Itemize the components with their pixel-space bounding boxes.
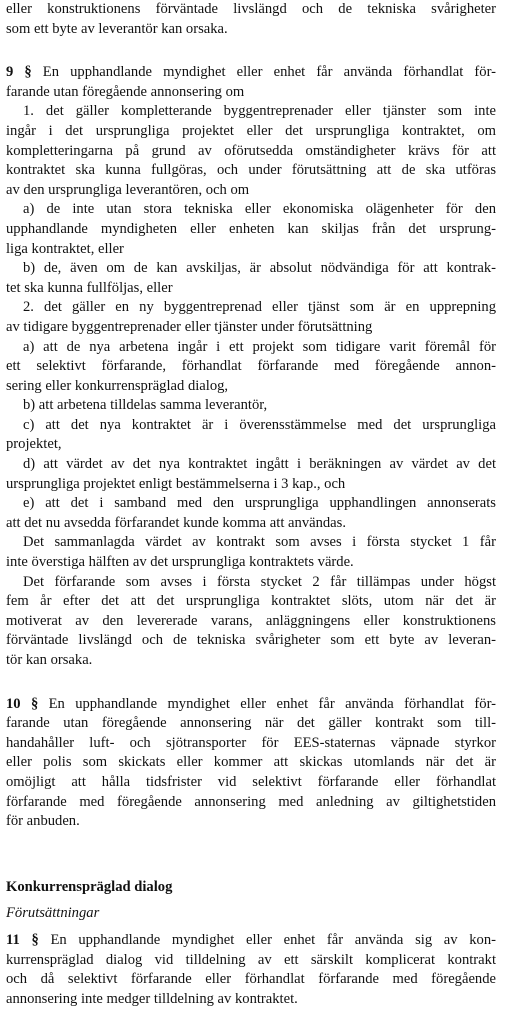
text-line: fem år efter det att det ursprungliga kontraktet slöts, utom när det är [6,593,496,610]
text-line: c) att det nya kontraktet är i överensstämmelse med det ursprungliga [23,416,496,433]
text-line: motiverat av den levererade varans, anläggningens eller konstruktionens [6,612,496,629]
text-line: 2. det gäller en ny byggentreprenad eller tjänst som är en upprepning [23,299,496,316]
section-number: 9 § [6,64,32,81]
text-line: av tidigare byggentreprenader eller tjänster under förutsättning [6,318,373,335]
text-line: kompletteringarna på grund av oförutsedda omständigheter krävs för att [6,142,496,159]
text-line: annonsering inte medger tilldelning av kontraktet. [6,990,298,1007]
text-line: kontraktet ska kunna fullgöras, och under förutsättning att de ska utföras [6,162,496,179]
text-line: eller konstruktionens förväntade livslängd och de tekniska svårigheter [6,1,496,17]
paragraph-top-fragment [6,0,496,39]
text-line: Det sammanlagda värdet av kontrakt som avses i första stycket 1 får [23,534,496,551]
section-number: 10 § [6,695,39,712]
text-line: projektet, [6,436,62,453]
text-line: som ett byte av leverantör kan orsaka. [6,20,228,37]
text-line: farande utan föregående annonsering när det gäller kontrakt som till- [6,715,496,732]
text-line: kurrenspräglad dialog vid tilldelning av ett särskilt komplicerat kontrakt [6,951,496,968]
text-line: tör kan orsaka. [6,652,93,668]
text-line: e) att det i samband med den ursprungliga upphandlingen annonserats [23,495,496,512]
text-line: b) att arbetena tilldelas samma leverantör, [23,397,268,414]
text-line: a) de inte utan stora tekniska eller ekonomiska olägenheter för den [23,201,496,218]
text-line: d) att värdet av det nya kontraktet ingått i beräkningen av värdet av det [23,456,496,473]
text-line: 10 § En upphandlande myndighet eller enhet får använda förhandlat för- [6,695,496,712]
text-line: förväntade livslängd och de tekniska svårigheter som ett byte av leveran- [6,632,496,649]
text-line: förfarande med föregående annonsering med anledning av giltighetstiden [6,793,496,810]
section-number: 11 § [6,931,39,948]
text-line: ett selektivt förfarande, förhandlat förfarande med föregående annon- [6,358,496,375]
section-9 [6,63,496,670]
text-line: farande utan föregående annonsering om [6,83,245,100]
text-line: 9 § En upphandlande myndighet eller enhet får använda förhandlat för- [6,64,496,81]
text-line: att det nu avsedda förfarandet kunde komma att användas. [6,514,346,531]
text-line: ingår i det ursprungliga projektet eller det ursprungliga kontraktet, om [6,122,496,139]
text-line: ursprungliga projektet enligt bestämmelserna i 3 kap., och [6,475,346,492]
text-line: omöjligt att hålla tidsfrister vid selektivt förfarande eller förhandlat [6,773,496,790]
text-line: handahåller luft- och sjötransporter för EES-staternas väpnade styrkor [6,734,496,751]
text-line: av den ursprungliga leverantören, och om [6,181,250,198]
text-line: sering eller konkurrenspräglad dialog, [6,377,229,394]
text-line: Det förfarande som avses i första stycket 2 får tillämpas under högst [23,573,496,590]
text-line: 11 § En upphandlande myndighet eller enhet får använda sig av kon- [6,931,497,948]
text-line: eller polis som skickats eller kommer att skickas utomlands när det är [6,754,496,771]
section-heading: Konkurrenspräglad dialog [6,878,173,895]
text-line: 1. det gäller kompletterande byggentreprenader eller tjänster som inte [23,103,496,120]
section-11 [6,931,496,1009]
text-line: och då selektivt förfarande eller förhandlat förfarande med föregående [6,971,496,988]
text-line: för anbuden. [6,813,80,830]
section-subheading: Förutsättningar [6,905,100,922]
text-line: liga kontraktet, eller [6,240,124,257]
section-10 [6,695,496,832]
text-line: b) de, även om de kan avskiljas, är absolut nödvändiga för att kontrak- [23,260,496,277]
document-page [6,0,496,1009]
text-line: tet ska kunna fullföljas, eller [6,279,173,296]
text-line: inte överstiga hälften av det ursprungliga kontraktets värde. [6,554,354,571]
text-line: upphandlande myndigheten eller enheten kan skiljas från det ursprung- [6,220,496,237]
text-line: a) att de nya arbetena ingår i ett projekt som tidigare varit föremål för [23,338,496,355]
